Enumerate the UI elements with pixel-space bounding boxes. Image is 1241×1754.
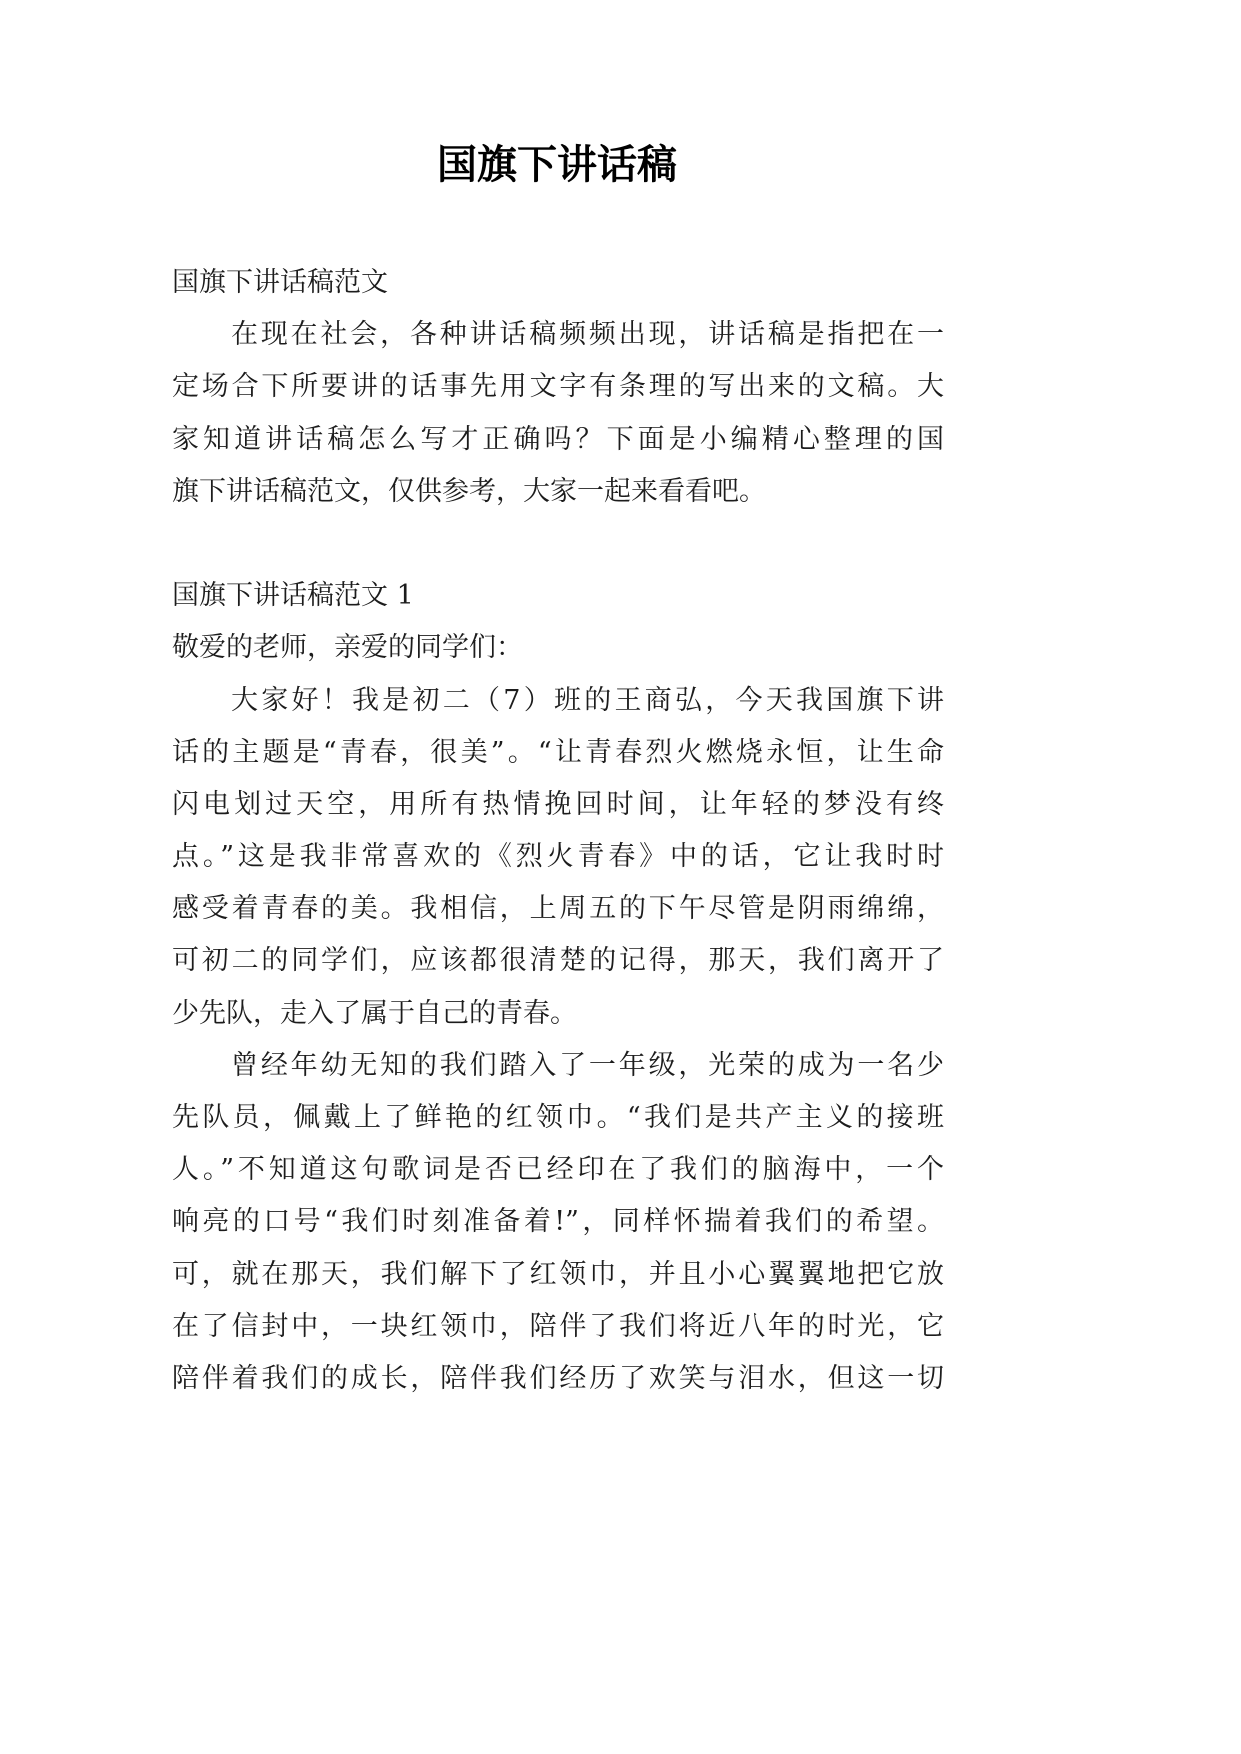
paragraph-line: 旗下讲话稿范文，仅供参考，大家一起来看看吧。 (172, 475, 766, 507)
paragraph-line: 可初二的同学们，应该都很清楚的记得，那天，我们离开了 (172, 945, 944, 977)
document-body (172, 257, 944, 1405)
paragraph-line: 先队员，佩戴上了鲜艳的红领巾。“我们是共产主义的接班 (172, 1102, 944, 1133)
paragraph-line: 家知道讲话稿怎么写才正确吗？下面是小编精心整理的国 (172, 423, 944, 455)
paragraph-line: 陪伴着我们的成长，陪伴我们经历了欢笑与泪水，但这一切 (172, 1362, 944, 1394)
paragraph-line: 感受着青春的美。我相信，上周五的下午尽管是阴雨绵绵， (172, 893, 944, 925)
paragraph-line: 响亮的口号“我们时刻准备着!”，同样怀揣着我们的希望。 (172, 1206, 944, 1238)
speech-paragraph (172, 1040, 944, 1405)
paragraph-line: 闪电划过天空，用所有热情挽回时间，让年轻的梦没有终 (172, 788, 944, 820)
paragraph-line: 在了信封中，一块红领巾，陪伴了我们将近八年的时光，它 (172, 1310, 944, 1342)
paragraph-line: 定场合下所要讲的话事先用文字有条理的写出来的文稿。大 (172, 371, 944, 403)
greeting: 敬爱的老师，亲爱的同学们： (172, 632, 523, 664)
blank-line (172, 518, 944, 570)
paragraph-line: 点。”这是我非常喜欢的《烈火青春》中的话，它让我时时 (172, 841, 944, 873)
intro-paragraph (172, 309, 944, 518)
paragraph-line: 少先队，走入了属于自己的青春。 (172, 997, 577, 1029)
section-heading: 国旗下讲话稿范文 1 (172, 580, 414, 612)
page-title: 国旗下讲话稿 (437, 141, 677, 188)
paragraph-line: 可，就在那天，我们解下了红领巾，并且小心翼翼地把它放 (172, 1258, 944, 1290)
paragraph-line: 大家好！我是初二（7）班的王商弘，今天我国旗下讲 (231, 684, 944, 716)
speech-paragraph (172, 675, 944, 1040)
paragraph-line: 在现在社会，各种讲话稿频频出现，讲话稿是指把在一 (231, 319, 944, 351)
paragraph-line: 人。”不知道这句歌词是否已经印在了我们的脑海中，一个 (172, 1154, 944, 1186)
paragraph-line: 话的主题是“青春，很美”。“让青春烈火燃烧永恒，让生命 (172, 736, 944, 768)
paragraph-line: 曾经年幼无知的我们踏入了一年级，光荣的成为一名少 (231, 1049, 944, 1081)
intro-heading: 国旗下讲话稿范文 (172, 267, 388, 298)
